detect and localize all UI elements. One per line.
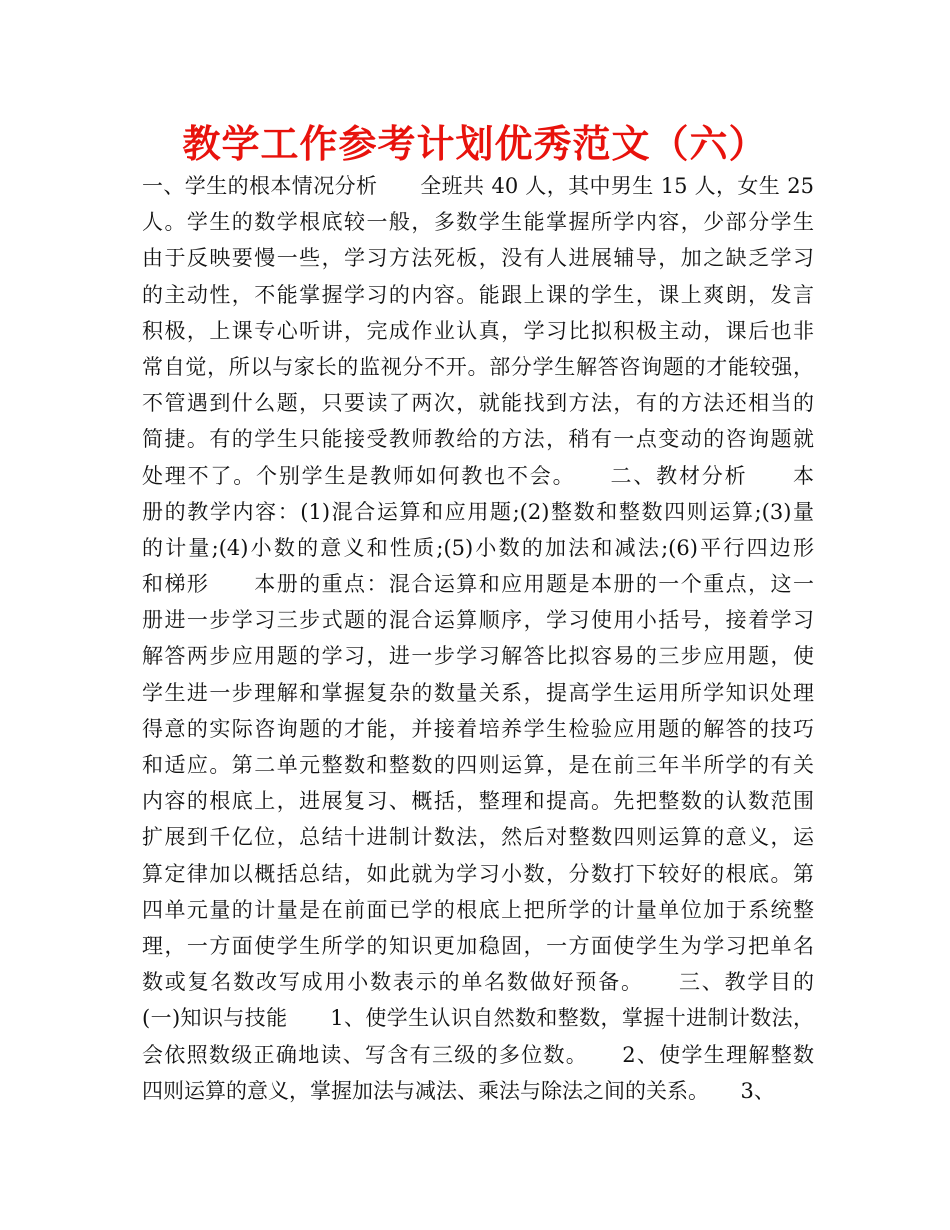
body-line-14: 解答两步应用题的学习，进一步学习解答比拟容易的三步应用题，使 — [142, 644, 814, 669]
body-line-5: 积极，上课专心听讲，完成作业认真，学习比拟积极主动，课后也非 — [142, 318, 814, 343]
body-line-22: 理，一方面使学生所学的知识更加稳固，一方面使学生为学习把单名 — [142, 933, 814, 958]
document-title: 教学工作参考计划优秀范文（六） — [182, 122, 768, 166]
body-line-7: 不管遇到什么题，只要读了两次，就能找到方法，有的方法还相当的 — [142, 391, 814, 416]
body-line-15: 学生进一步理解和掌握复杂的数量关系，提高学生运用所学知识处理 — [142, 680, 814, 705]
body-line-25: 会依照数级正确地读、写含有三级的多位数。 2、使学生理解整数 — [142, 1042, 814, 1067]
body-line-1: 一、学生的根本情况分析 全班共 40 人，其中男生 15 人，女生 25 — [142, 174, 814, 198]
document-body — [142, 168, 814, 1109]
body-line-13: 册进一步学习三步式题的混合运算顺序，学习使用小括号，接着学习 — [142, 608, 814, 633]
body-line-26: 四则运算的意义，掌握加法与减法、乘法与除法之间的关系。 3、 — [142, 1078, 775, 1103]
body-line-3: 由于反映要慢一些，学习方法死板，没有人进展辅导，加之缺乏学习 — [142, 246, 814, 271]
body-line-18: 内容的根底上，进展复习、概括，整理和提高。先把整数的认数范围 — [142, 789, 814, 814]
body-line-6: 常自觉，所以与家长的监视分不开。部分学生解答咨询题的才能较强， — [142, 354, 814, 379]
body-line-11: 的计量;(4)小数的意义和性质;(5)小数的加法和减法;(6)平行四边形 — [142, 535, 814, 560]
body-line-24: (一)知识与技能 1、使学生认识自然数和整数，掌握十进制计数法， — [142, 1006, 814, 1031]
body-line-12: 和梯形 本册的重点：混合运算和应用题是本册的一个重点，这一 — [142, 572, 814, 597]
body-line-2: 人。学生的数学根底较一般，多数学生能掌握所学内容，少部分学生 — [142, 210, 814, 235]
body-line-19: 扩展到千亿位，总结十进制计数法，然后对整数四则运算的意义，运 — [142, 825, 814, 850]
body-line-10: 册的教学内容：(1)混合运算和应用题;(2)整数和整数四则运算;(3)量 — [142, 499, 814, 524]
body-line-21: 四单元量的计量是在前面已学的根底上把所学的计量单位加于系统整 — [142, 897, 814, 922]
body-line-9: 处理不了。个别学生是教师如何教也不会。 二、教材分析 本 — [142, 463, 814, 488]
body-line-20: 算定律加以概括总结，如此就为学习小数，分数打下较好的根底。第 — [142, 861, 814, 886]
body-line-23: 数或复名数改写成用小数表示的单名数做好预备。 三、教学目的 — [142, 970, 814, 995]
body-line-17: 和适应。第二单元整数和整数的四则运算，是在前三年半所学的有关 — [142, 753, 814, 777]
body-line-16: 得意的实际咨询题的才能，并接着培养学生检验应用题的解答的技巧 — [142, 716, 814, 741]
body-line-8: 简捷。有的学生只能接受教师教给的方法，稍有一点变动的咨询题就 — [142, 427, 814, 452]
body-line-4: 的主动性，不能掌握学习的内容。能跟上课的学生，课上爽朗，发言 — [142, 282, 814, 307]
